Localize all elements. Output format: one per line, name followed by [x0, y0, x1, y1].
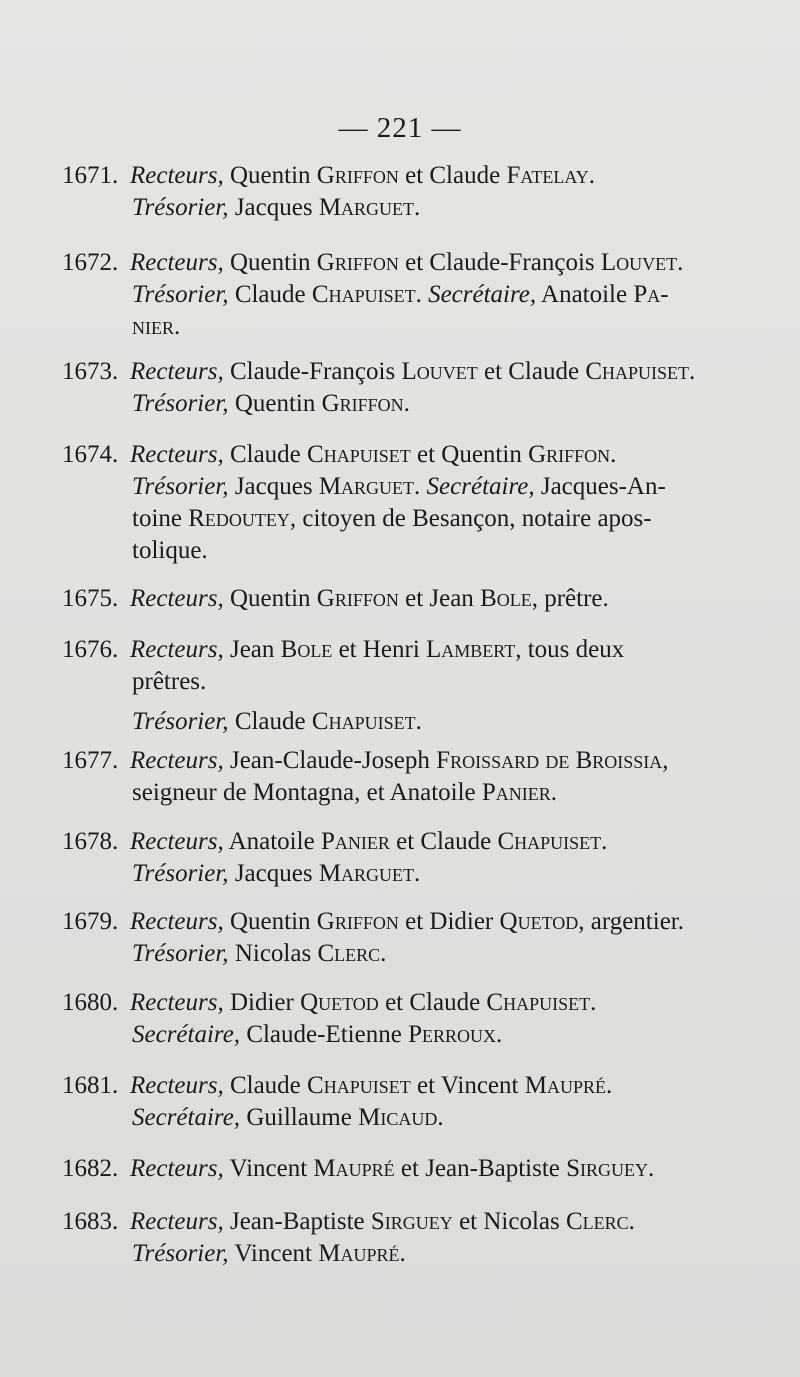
role-label: Trésorier,	[132, 281, 229, 308]
text-segment: prêtres.	[132, 668, 207, 695]
entry-line	[62, 826, 707, 858]
text-segment: tous deux	[521, 636, 625, 663]
entry-line	[62, 745, 707, 777]
text-segment: et Claude	[378, 989, 487, 1016]
role-label: Secrétaire,	[428, 281, 537, 308]
entry-line	[62, 1019, 707, 1051]
text-segment: et Vincent	[410, 1072, 525, 1099]
role-label: Recteurs,	[130, 828, 224, 855]
entry-year: 1675.	[62, 585, 119, 612]
entry-1680	[62, 987, 707, 1051]
text-segment: et Claude	[389, 828, 498, 855]
entry-line	[62, 279, 707, 311]
surname: Chapuiset.	[311, 708, 422, 735]
entry-1675	[62, 583, 707, 615]
role-label: Trésorier,	[132, 860, 229, 887]
text-segment: et Jean	[398, 585, 481, 612]
entry-1674	[62, 439, 707, 567]
entry-line	[62, 439, 707, 471]
role-label: Trésorier,	[132, 390, 229, 417]
entry-line	[62, 777, 707, 809]
entry-line	[62, 938, 707, 970]
role-label: Recteurs,	[130, 1155, 224, 1182]
text-segment: Claude	[223, 441, 308, 468]
surname: Griffon	[316, 162, 399, 189]
page-number: — 221 —	[338, 112, 462, 144]
text-segment: Didier	[223, 989, 301, 1016]
role-label: Trésorier,	[132, 473, 229, 500]
role-label: Recteurs,	[130, 1072, 224, 1099]
surname: Sirguey	[370, 1208, 453, 1235]
surname: Sirguey.	[566, 1155, 655, 1182]
text-segment: Vincent	[223, 1155, 314, 1182]
entry-line	[62, 1102, 707, 1134]
surname: Marguet.	[318, 860, 421, 887]
entry-1683	[62, 1206, 707, 1270]
surname: Marguet.	[318, 194, 421, 221]
surname: Marguet.	[318, 473, 421, 500]
entry-line	[62, 1206, 707, 1238]
role-label: Recteurs,	[130, 989, 224, 1016]
text-segment: tolique.	[132, 537, 208, 564]
role-label: Recteurs,	[130, 747, 224, 774]
role-label: Recteurs,	[130, 908, 224, 935]
entry-1677	[62, 745, 707, 809]
surname: Quetod,	[499, 908, 585, 935]
role-label: Recteurs,	[130, 441, 224, 468]
entry-line	[62, 1070, 707, 1102]
surname: Louvet	[401, 358, 478, 385]
surname: Griffon.	[528, 441, 617, 468]
entry-year: 1678.	[62, 828, 119, 855]
text-segment: Claude	[223, 1072, 308, 1099]
text-segment: et Henri	[332, 636, 427, 663]
surname: Chapuiset.	[311, 281, 422, 308]
entry-line	[62, 583, 707, 615]
role-label: Recteurs,	[130, 1208, 224, 1235]
surname: Panier.	[481, 779, 558, 806]
text-segment: prêtre.	[537, 585, 609, 612]
text-segment: Jean-Baptiste	[223, 1208, 371, 1235]
entry-1672	[62, 247, 707, 343]
entry-1678	[62, 826, 707, 890]
text-segment: Quentin	[223, 162, 317, 189]
entry-line	[62, 906, 707, 938]
text-segment: et Jean-Baptiste	[394, 1155, 567, 1182]
entry-line	[62, 247, 707, 279]
surname: Griffon	[316, 249, 399, 276]
surname: Clerc.	[317, 940, 387, 967]
text-segment: argentier.	[584, 908, 684, 935]
entry-line	[62, 388, 707, 420]
role-label: Recteurs,	[130, 358, 224, 385]
text-segment: toine	[132, 505, 189, 532]
role-label: Recteurs,	[130, 636, 224, 663]
role-label: Secrétaire,	[132, 1021, 241, 1048]
text-segment: Jean-Claude-Joseph	[223, 747, 437, 774]
text-segment: Anatoile	[223, 828, 321, 855]
entry-year: 1681.	[62, 1072, 119, 1099]
surname: Redoutey,	[188, 505, 297, 532]
surname: Chapuiset	[307, 441, 411, 468]
entry-line	[62, 535, 707, 567]
text-segment: et Quentin	[410, 441, 529, 468]
entry-line	[62, 1238, 707, 1270]
entry-line	[62, 666, 707, 698]
surname: Lambert,	[426, 636, 522, 663]
role-label: Recteurs,	[130, 585, 224, 612]
text-segment: Claude	[228, 281, 312, 308]
text-segment: Quentin	[223, 249, 317, 276]
surname: Chapuiset.	[585, 358, 696, 385]
entry-line	[62, 192, 707, 224]
text-segment: et Claude-François	[398, 249, 601, 276]
surname: nier.	[132, 313, 181, 340]
entry-line	[62, 858, 707, 890]
entry-line	[62, 987, 707, 1019]
entry-line	[62, 706, 707, 738]
role-label: Recteurs,	[130, 249, 224, 276]
surname: Fatelay.	[506, 162, 595, 189]
text-segment: Jacques-An-	[534, 473, 666, 500]
text-segment: et Claude	[398, 162, 507, 189]
text-segment: citoyen de Besançon, notaire apos-	[296, 505, 652, 532]
entry-1682	[62, 1153, 707, 1185]
surname: Froissard de Broissia,	[436, 747, 669, 774]
entry-1671	[62, 160, 707, 224]
surname: Maupré.	[524, 1072, 613, 1099]
text-segment: Jean	[223, 636, 281, 663]
surname: Clerc.	[565, 1208, 635, 1235]
role-label: Secrétaire,	[132, 1104, 241, 1131]
text-segment: et Nicolas	[452, 1208, 566, 1235]
surname: Maupré	[313, 1155, 395, 1182]
entry-year: 1679.	[62, 908, 119, 935]
role-label: Trésorier,	[132, 1240, 229, 1267]
text-segment: Claude-François	[223, 358, 402, 385]
entry-line	[62, 503, 707, 535]
entry-year: 1674.	[62, 441, 119, 468]
surname: Bole	[280, 636, 333, 663]
text-segment: Jacques	[228, 194, 319, 221]
entry-1681	[62, 1070, 707, 1134]
text-segment: Nicolas	[228, 940, 318, 967]
text-segment: Claude-Etienne	[240, 1021, 409, 1048]
entry-line	[62, 1153, 707, 1185]
role-label: Trésorier,	[132, 194, 229, 221]
surname: Louvet.	[600, 249, 684, 276]
entry-1676	[62, 634, 707, 738]
entry-year: 1673.	[62, 358, 119, 385]
entry-year: 1672.	[62, 249, 119, 276]
surname: Panier	[320, 828, 390, 855]
text-segment: Quentin	[223, 908, 317, 935]
surname: Chapuiset.	[486, 989, 597, 1016]
entry-year: 1671.	[62, 162, 119, 189]
text-segment: Jacques	[228, 860, 319, 887]
surname: Pa-	[633, 281, 669, 308]
text-segment: Quentin	[228, 390, 322, 417]
entry-year: 1682.	[62, 1155, 119, 1182]
text-segment: Quentin	[223, 585, 317, 612]
entry-year: 1676.	[62, 636, 119, 663]
entry-1679	[62, 906, 707, 970]
surname: Chapuiset.	[497, 828, 608, 855]
entry-line	[62, 471, 707, 503]
entry-line	[62, 356, 707, 388]
surname: Griffon	[316, 908, 399, 935]
surname: Perroux.	[408, 1021, 503, 1048]
surname: Quetod	[300, 989, 379, 1016]
entry-line	[62, 160, 707, 192]
text-segment: Anatoile	[536, 281, 634, 308]
text-segment: et Claude	[477, 358, 586, 385]
entry-line	[62, 311, 707, 343]
text-segment: Vincent	[228, 1240, 319, 1267]
surname: Chapuiset	[307, 1072, 411, 1099]
text-segment: Jacques	[228, 473, 319, 500]
text-segment: Guillaume	[240, 1104, 359, 1131]
entry-year: 1680.	[62, 989, 119, 1016]
role-label: Trésorier,	[132, 940, 229, 967]
entry-year: 1683.	[62, 1208, 119, 1235]
role-label: Secrétaire,	[426, 473, 535, 500]
entry-year: 1677.	[62, 747, 119, 774]
entry-1673	[62, 356, 707, 420]
surname: Micaud.	[358, 1104, 444, 1131]
role-label: Trésorier,	[132, 708, 229, 735]
surname: Bole,	[480, 585, 538, 612]
text-segment: seigneur de Montagna, et Anatoile	[132, 779, 482, 806]
surname: Maupré.	[318, 1240, 406, 1267]
entry-line	[62, 634, 707, 666]
role-label: Recteurs,	[130, 162, 224, 189]
text-segment: et Didier	[398, 908, 500, 935]
surname: Griffon.	[321, 390, 410, 417]
surname: Griffon	[316, 585, 399, 612]
text-segment: Claude	[228, 708, 312, 735]
